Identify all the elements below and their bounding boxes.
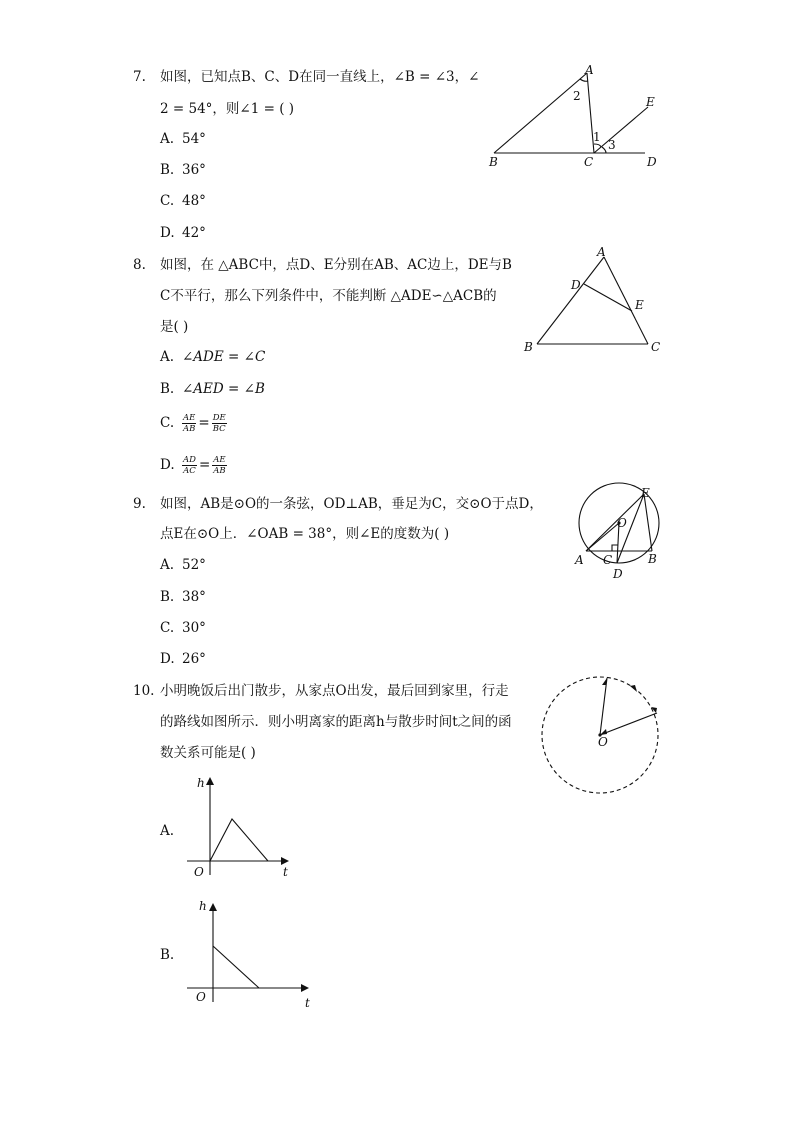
label-a: A [597,245,606,259]
equals-sign: = [198,457,211,473]
label-t: t [283,865,288,879]
angle-1-arc [594,144,601,147]
question-text: 2 = 54°，则∠1 = ( ) [160,101,295,117]
question-text: C不平行，那么下列条件中，不能判断 △ADE∽△ACB的 [160,288,497,304]
option-d[interactable] [160,224,206,242]
label-o: O [617,516,627,530]
arrow-arc-top [630,685,637,692]
path-back [600,713,657,735]
label-d: D [571,278,581,292]
label-h: h [197,776,205,790]
line-ba [494,73,587,153]
label-c: C [603,553,613,567]
option-b[interactable] [160,380,265,398]
option-c[interactable] [160,413,227,434]
label-o: O [598,735,608,749]
option-text: 54° [182,131,206,147]
label-e: E [641,486,650,500]
option-b-graph[interactable] [185,897,315,1012]
option-text: 26° [182,651,206,667]
option-label: B. [160,381,175,397]
question-text: 是( ) [160,319,189,335]
path-out [600,678,607,735]
label-e: E [635,298,644,312]
label-b: B [648,552,657,566]
question-text: 数关系可能是( ) [160,745,256,761]
option-label: D. [160,457,175,473]
line-ce [594,107,648,153]
segment-ea [586,494,644,551]
option-c[interactable] [160,619,206,637]
question-text: 的路线如图所示．则小明离家的距离h与散步时间t之间的函 [160,714,512,730]
label-angle-1: 1 [593,130,601,144]
q9-figure [570,485,670,585]
label-c: C [584,155,594,169]
option-b[interactable] [160,161,206,179]
label-d: D [647,155,657,169]
y-axis-arrow [206,777,214,785]
label-o: O [196,990,206,1004]
label-d: D [613,567,623,581]
option-d[interactable] [160,650,206,668]
q8-figure [515,243,675,358]
question-number: 8. [133,257,146,273]
fraction [182,413,196,434]
option-b-label[interactable]: B. [160,947,175,963]
label-a: A [575,553,584,567]
option-label: C. [160,415,175,431]
label-angle-3: 3 [608,138,616,152]
side-ab [537,257,604,344]
graph-line [213,946,259,988]
numerator: AD [183,455,196,465]
label-e: E [646,95,655,109]
q7-figure [480,60,670,175]
numerator: DE [212,413,226,423]
label-c: C [651,340,661,354]
option-label: A. [160,557,175,573]
denominator: BC [212,424,226,434]
question-text: 如图，已知点B、C、D在同一直线上，∠B = ∠3，∠ [160,69,480,85]
y-axis-arrow [209,903,217,911]
segment-eb [644,494,652,551]
option-a[interactable] [160,348,265,366]
label-b: B [489,155,498,169]
question-text: 如图，在 △ABC中，点D、E分别在AB、AC边上，DE与B [160,257,512,273]
option-text: 30° [182,620,206,636]
option-text: 42° [182,225,206,241]
graph-line [210,819,268,861]
fraction [212,413,227,434]
option-b[interactable] [160,588,206,606]
option-text: ∠AED = ∠B [182,381,265,397]
fraction [182,455,197,476]
denominator: AB [213,466,226,476]
x-axis-arrow [281,857,289,865]
equals-sign: = [198,415,210,431]
angle-3-arc [602,147,606,153]
option-a-graph[interactable] [185,775,295,885]
option-label: B. [160,162,175,178]
option-text: ∠ADE = ∠C [182,349,266,365]
denominator: AB [183,424,196,434]
option-d[interactable] [160,455,227,476]
label-angle-2: 2 [573,89,581,103]
option-a[interactable] [160,130,206,148]
option-label: A. [160,349,175,365]
option-label: C. [160,193,175,209]
numerator: AE [183,413,196,423]
angle-2-arc [580,79,588,81]
x-axis-arrow [301,984,309,992]
question-text: 点E在⊙O上．∠OAB = 38°，则∠E的度数为( ) [160,526,450,542]
option-text: 52° [182,557,206,573]
label-t: t [305,996,310,1010]
question-number: 7. [133,69,146,85]
question-text: 如图，AB是⊙O的一条弦，OD⊥AB，垂足为C，交⊙O于点D， [160,496,543,512]
question-text: 小明晚饭后出门散步，从家点O出发，最后回到家里，行走 [160,683,509,699]
fraction [212,455,226,476]
option-text: 48° [182,193,206,209]
option-a-label[interactable]: A. [160,823,175,839]
denominator: AC [183,466,196,476]
option-label: B. [160,589,175,605]
label-o: O [194,865,204,879]
question-number: 9. [133,496,146,512]
label-b: B [524,340,533,354]
option-label: D. [160,225,175,241]
option-text: 38° [182,589,206,605]
question-number: 10. [133,683,155,699]
option-label: C. [160,620,175,636]
label-h: h [199,899,207,913]
option-label: D. [160,651,175,667]
numerator: AE [213,455,226,465]
q10-route-figure [535,672,665,802]
option-a[interactable] [160,556,206,574]
option-text: 36° [182,162,206,178]
option-c[interactable] [160,192,206,210]
option-label: A. [160,131,175,147]
label-a: A [585,63,594,77]
